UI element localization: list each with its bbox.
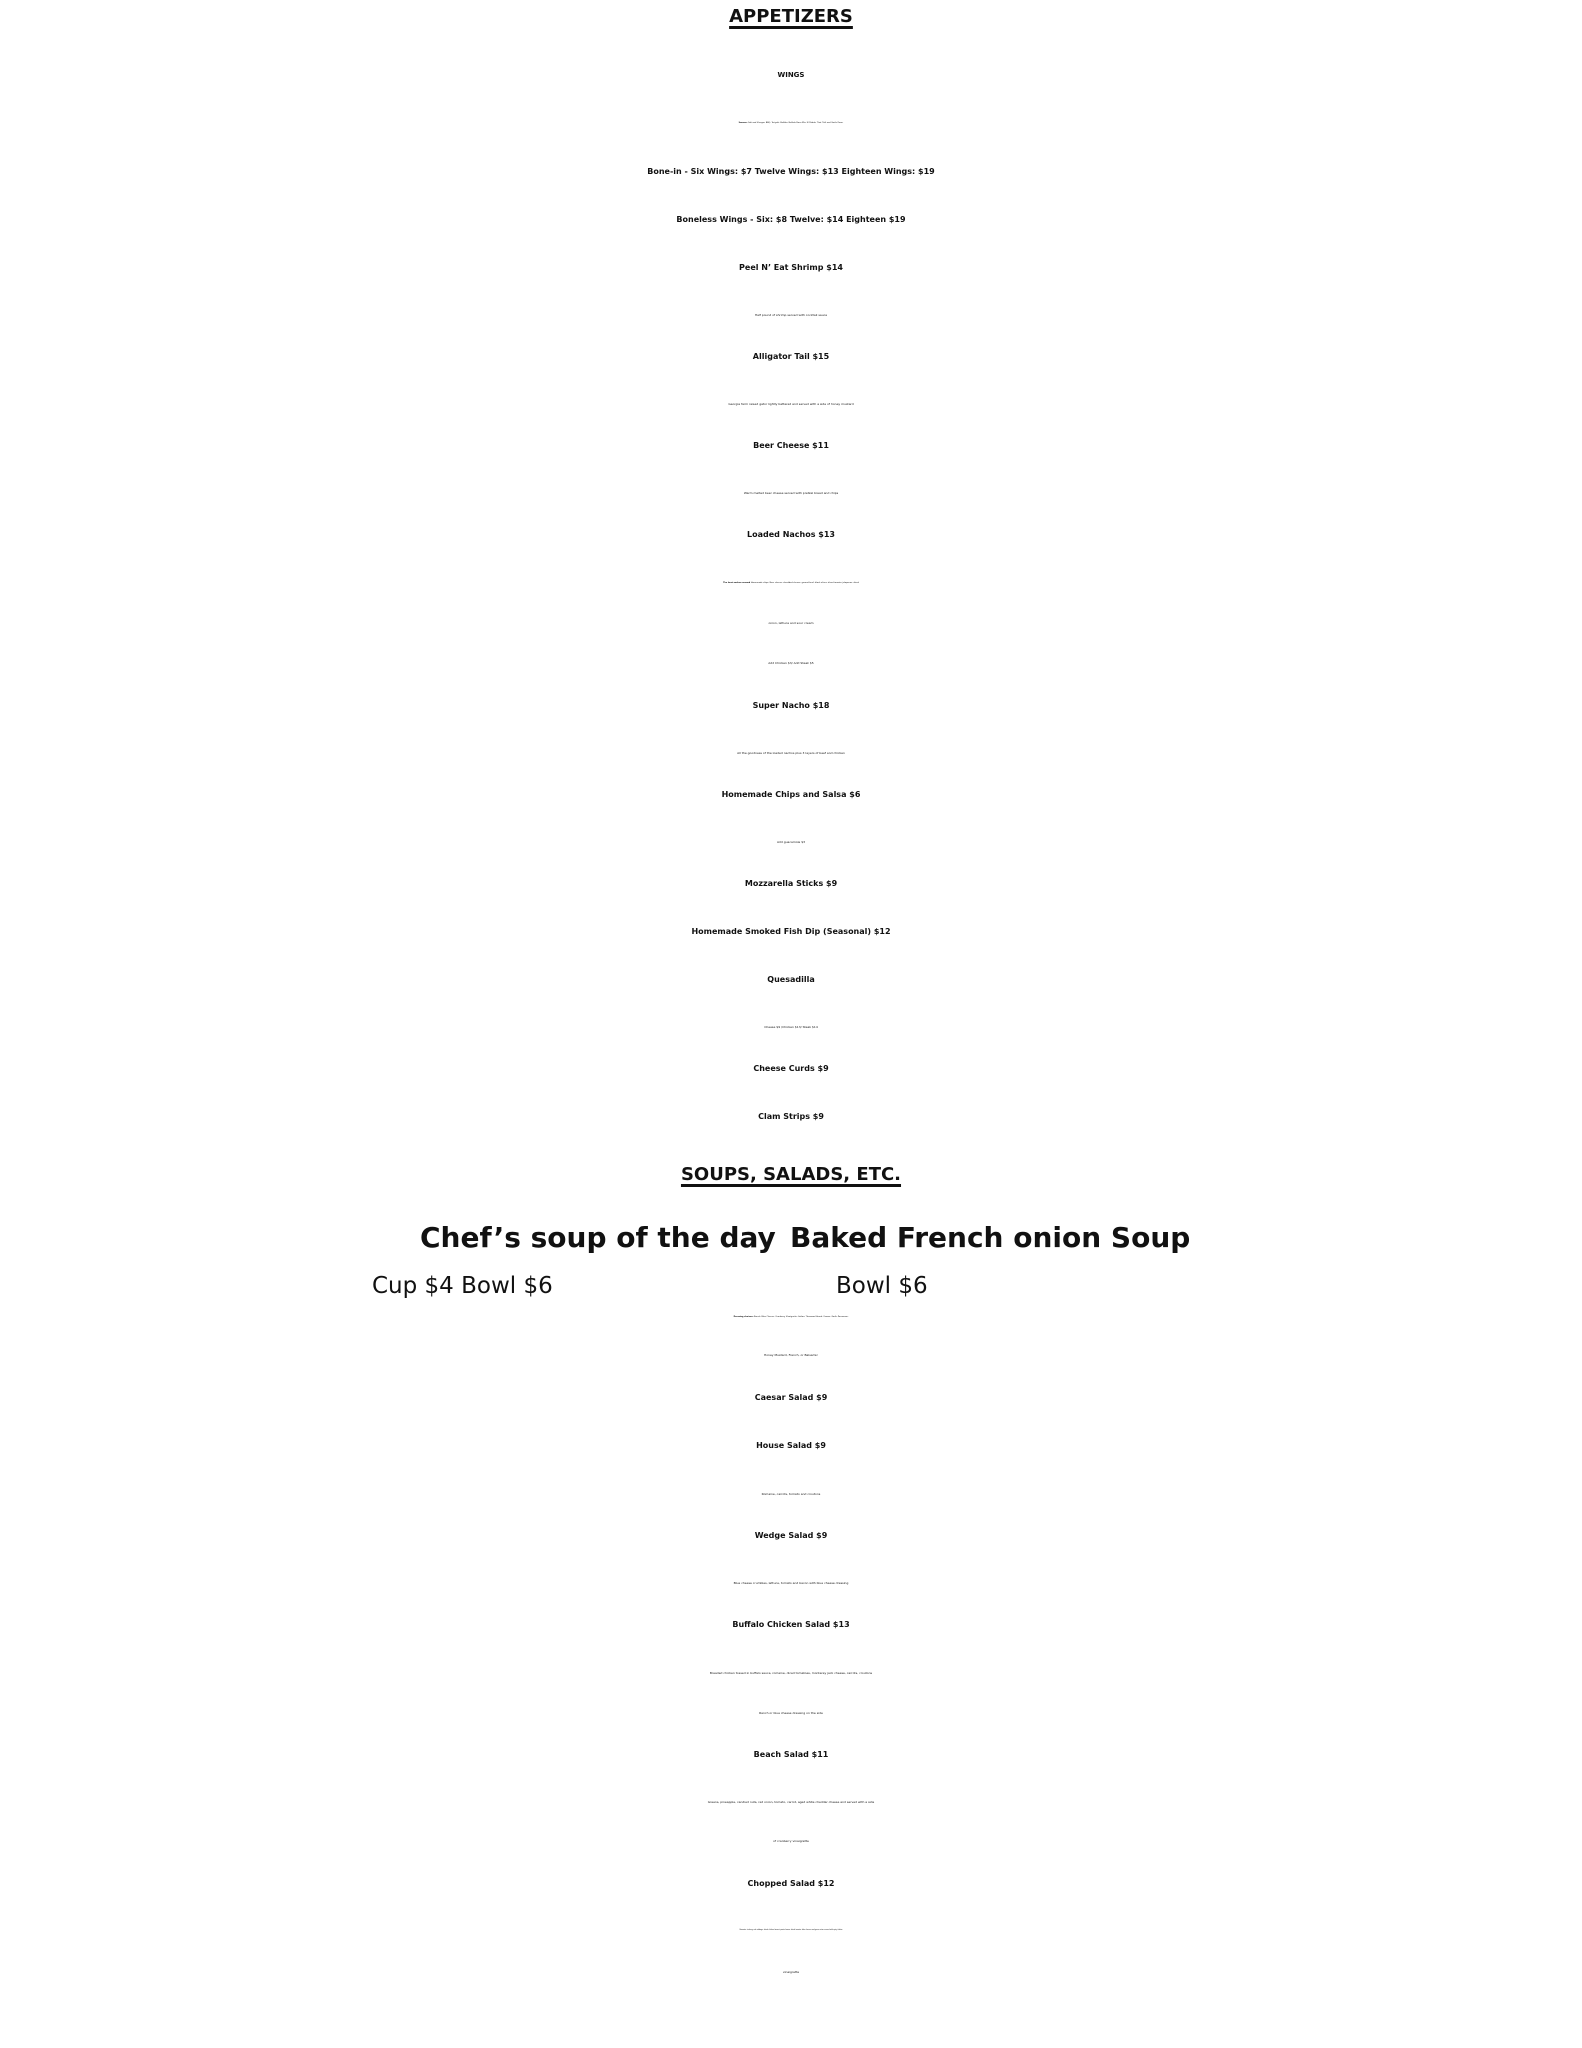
house-name: House Salad $9: [756, 1441, 826, 1450]
quesadilla-desc: Cheese $9 /Chicken $13/ Steak $14: [764, 1025, 818, 1029]
shrimp-desc: Half pound of shrimp served with cocktail sauce: [754, 313, 828, 317]
soup-of-day-price: Cup $4 Bowl $6: [372, 1273, 553, 1299]
chips-salsa-desc: Add guacamole $3: [776, 840, 806, 844]
caesar-name: Caesar Salad $9: [754, 1393, 828, 1402]
loaded-nachos-desc-1: [0, 582, 1582, 584]
beer-cheese-name: Beer Cheese $11: [753, 441, 829, 450]
wings-sauces: [0, 122, 1582, 124]
onion-soup-price: Bowl $6: [836, 1273, 928, 1299]
chopped-name: Chopped Salad $12: [747, 1879, 835, 1888]
loaded-nachos-desc-2: onion, lettuce and sour cream: [768, 621, 814, 625]
soups-heading: SOUPS, SALADS, ETC.: [680, 1164, 902, 1185]
wedge-name: Wedge Salad $9: [754, 1531, 828, 1540]
clam-strips-name: Clam Strips $9: [758, 1112, 824, 1121]
alligator-name: Alligator Tail $15: [752, 352, 830, 361]
beach-desc-2: of cranberry vinaigrette: [773, 1839, 809, 1843]
quesadilla-name: Quesadilla: [767, 975, 815, 984]
alligator-desc: Georgia farm raised gator lightly battered and served with a side of honey mustard: [728, 402, 854, 406]
dressing-label: Dressing choices:: [733, 1316, 754, 1318]
buffalo-desc-2: Ranch or blue cheese dressing on the side: [759, 1711, 823, 1715]
onion-soup-name: Baked French onion Soup: [790, 1221, 1191, 1254]
soup-of-day-name: Chef’s soup of the day: [420, 1221, 776, 1254]
loaded-nachos-desc-label: The best nachos around: [723, 582, 751, 584]
beer-cheese-desc: Warm melted beer cheese served with pretzel bread and chips: [743, 491, 839, 495]
house-desc: Romaine, carrots, tomato and croutons: [761, 1492, 821, 1496]
shrimp-name: Peel N’ Eat Shrimp $14: [739, 263, 843, 272]
beach-desc-1: Greens, pineapple, candied nuts, red onion, tomato, carrot, aged white cheddar cheese and served with a side: [707, 1800, 875, 1804]
cheese-curds-name: Cheese Curds $9: [753, 1064, 829, 1073]
sauces-text: Salt and Vinegar, BBQ, Teriyaki, Buffalo, Buffalo Parm Mix, El Diablo, Thai Chili and Garlic Parm.: [748, 122, 844, 124]
dressing-text-1: Ranch, Blue Cheese, Cranberry Vinaigrette, Italian, Thousand Island, Caesar, Garlic Parmesan,: [754, 1316, 849, 1318]
super-nacho-desc: All the goodness of the loaded nachos plus 3 layers of beef and chicken: [737, 751, 845, 755]
beach-name: Beach Salad $11: [753, 1750, 829, 1759]
dressing-choices-2: Honey Mustard, French, or Balsamic: [763, 1353, 819, 1357]
loaded-nachos-name: Loaded Nachos $13: [747, 530, 835, 539]
chips-salsa-name: Homemade Chips and Salsa $6: [721, 790, 861, 799]
fish-dip-name: Homemade Smoked Fish Dip (Seasonal) $12: [691, 927, 891, 936]
loaded-nachos-desc-text: Homemade chips, Beer cheese, shredded cheese, ground beef, black olives, diced tomato, jalapenos, diced: [750, 582, 859, 584]
mozzarella-name: Mozzarella Sticks $9: [744, 879, 838, 888]
sauces-label: Sauces:: [738, 122, 748, 124]
buffalo-desc-1: Breaded chicken tossed in buffalo sauce, romaine, diced tomatoes, monterey jack cheese, carrots, croutons: [709, 1671, 873, 1675]
wings-boneless-prices: Boneless Wings - Six: $8 Twelve: $14 Eighteen $19: [676, 215, 906, 224]
chopped-desc-2: vinaigrette: [782, 1970, 800, 1974]
wings-title: WINGS: [777, 71, 805, 79]
wedge-desc: Blue cheese crumbles, lettuce, tomato and bacon with blue cheese dressing: [733, 1581, 849, 1585]
dressing-choices-1: [0, 1316, 1582, 1318]
loaded-nachos-addons: Add Chicken $3/ Add Steak $5: [768, 661, 814, 665]
chopped-desc-1: Romaine, iceberg, red cabbage, diced chicken breast, pasta, bacon, diced tomato, blue cheese and green onion served with spicy italian: [739, 1930, 843, 1931]
wings-bone-in-prices: Bone-in - Six Wings: $7 Twelve Wings: $13 Eighteen Wings: $19: [647, 167, 935, 176]
appetizers-heading: APPETIZERS: [729, 6, 853, 27]
super-nacho-name: Super Nacho $18: [752, 701, 830, 710]
buffalo-name: Buffalo Chicken Salad $13: [732, 1620, 850, 1629]
